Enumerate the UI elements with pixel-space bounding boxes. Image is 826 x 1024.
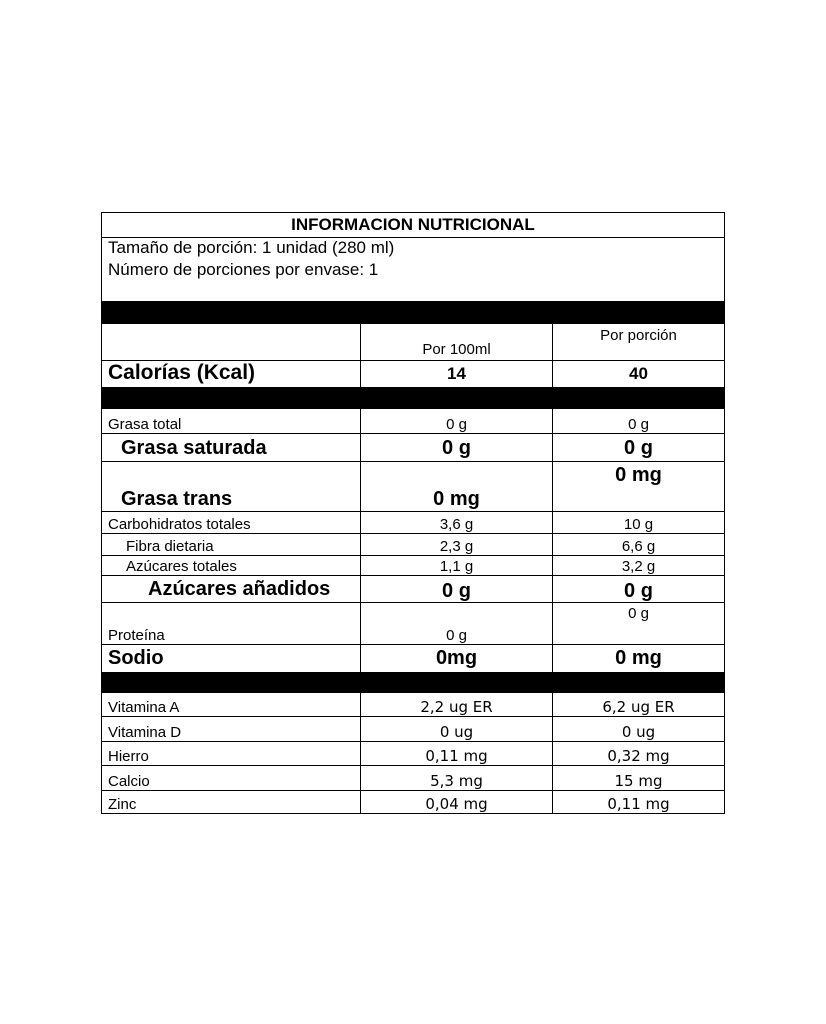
calories-per-100: 14	[361, 361, 553, 387]
label-title: INFORMACION NUTRICIONAL	[102, 213, 724, 238]
nutrient-per-100: 0 g	[361, 434, 553, 461]
mineral-per-100: 0,04 mg	[361, 791, 553, 813]
mineral-per-100: 5,3 mg	[361, 766, 553, 790]
vitamin-row-a	[102, 693, 724, 717]
nutrient-per-serving: 0 mg	[615, 464, 662, 486]
nutrient-per-100: 1,1 g	[361, 556, 553, 575]
calories-per-serving: 40	[629, 364, 648, 383]
vitamin-per-100: 2,2 ug ER	[361, 693, 553, 716]
vitamin-row-d	[102, 717, 724, 742]
nutrient-per-100: 0 g	[361, 576, 553, 602]
header-per-serving: Por porción	[600, 327, 677, 344]
mineral-row-zinc	[102, 791, 724, 813]
divider-bar-calories	[102, 387, 724, 409]
calories-label: Calorías (Kcal)	[102, 361, 361, 387]
nutrient-per-serving: 6,6 g	[621, 538, 656, 555]
nutrient-row-grasa-saturada	[102, 434, 724, 462]
nutrient-row-azucares-totales	[102, 556, 724, 576]
mineral-per-100: 0,11 mg	[361, 742, 553, 765]
vitamin-label: Vitamina A	[102, 693, 361, 716]
nutrient-per-serving: 0 g	[624, 437, 653, 459]
mineral-per-serving: 0,32 mg	[607, 747, 670, 765]
nutrient-per-serving: 0 g	[628, 605, 649, 622]
vitamin-per-100: 0 ug	[361, 717, 553, 741]
mineral-per-serving: 0,11 mg	[607, 795, 670, 813]
mineral-label: Hierro	[102, 742, 361, 765]
nutrient-label: Fibra dietaria	[102, 534, 361, 555]
nutrient-per-serving: 10 g	[623, 516, 654, 533]
nutrient-per-100: 0mg	[361, 645, 553, 672]
nutrient-per-100: 3,6 g	[361, 512, 553, 533]
mineral-row-hierro	[102, 742, 724, 766]
nutrient-label: Grasa total	[102, 409, 361, 433]
nutrient-per-100: 0 g	[361, 409, 553, 433]
divider-bar-vitamins	[102, 672, 724, 693]
nutrient-per-100: 0 mg	[361, 462, 553, 511]
nutrient-row-fibra	[102, 534, 724, 556]
mineral-row-calcio	[102, 766, 724, 791]
vitamin-per-serving: 6,2 ug ER	[602, 698, 675, 716]
calories-row	[102, 361, 724, 387]
mineral-label: Zinc	[102, 791, 361, 813]
nutrient-per-100: 2,3 g	[361, 534, 553, 555]
nutrient-per-serving: 0 g	[624, 580, 653, 602]
nutrient-per-serving: 0 mg	[615, 647, 662, 669]
nutrient-label: Grasa saturada	[102, 434, 361, 461]
nutrient-label: Sodio	[102, 645, 361, 672]
servings-per-container: Número de porciones por envase: 1	[108, 260, 379, 279]
serving-info	[108, 237, 394, 281]
nutrient-label: Azúcares añadidos	[102, 576, 361, 602]
nutrient-row-grasa-trans	[102, 462, 724, 512]
mineral-per-serving: 15 mg	[614, 772, 663, 790]
nutrient-label: Proteína	[102, 603, 361, 644]
nutrient-label: Carbohidratos totales	[102, 512, 361, 533]
header-spacer	[102, 324, 361, 360]
vitamin-label: Vitamina D	[102, 717, 361, 741]
nutrient-per-serving: 3,2 g	[621, 558, 656, 575]
serving-size: Tamaño de porción: 1 unidad (280 ml)	[108, 238, 395, 257]
header-per-100: Por 100ml	[361, 324, 553, 360]
nutrient-row-azucares-anadidos	[102, 576, 724, 603]
nutrient-row-grasa-total	[102, 409, 724, 434]
nutrient-per-serving: 0 g	[628, 416, 649, 433]
vitamin-per-serving: 0 ug	[621, 723, 656, 741]
nutrient-row-sodio	[102, 645, 724, 672]
divider-bar-top	[102, 301, 724, 324]
nutrient-per-100: 0 g	[361, 603, 553, 644]
nutrient-label: Grasa trans	[102, 462, 361, 511]
nutrient-label: Azúcares totales	[102, 556, 361, 575]
column-header-row	[102, 324, 724, 361]
nutrient-row-carbohidratos	[102, 512, 724, 534]
nutrition-facts-label	[101, 212, 725, 814]
mineral-label: Calcio	[102, 766, 361, 790]
nutrient-row-proteina	[102, 603, 724, 645]
